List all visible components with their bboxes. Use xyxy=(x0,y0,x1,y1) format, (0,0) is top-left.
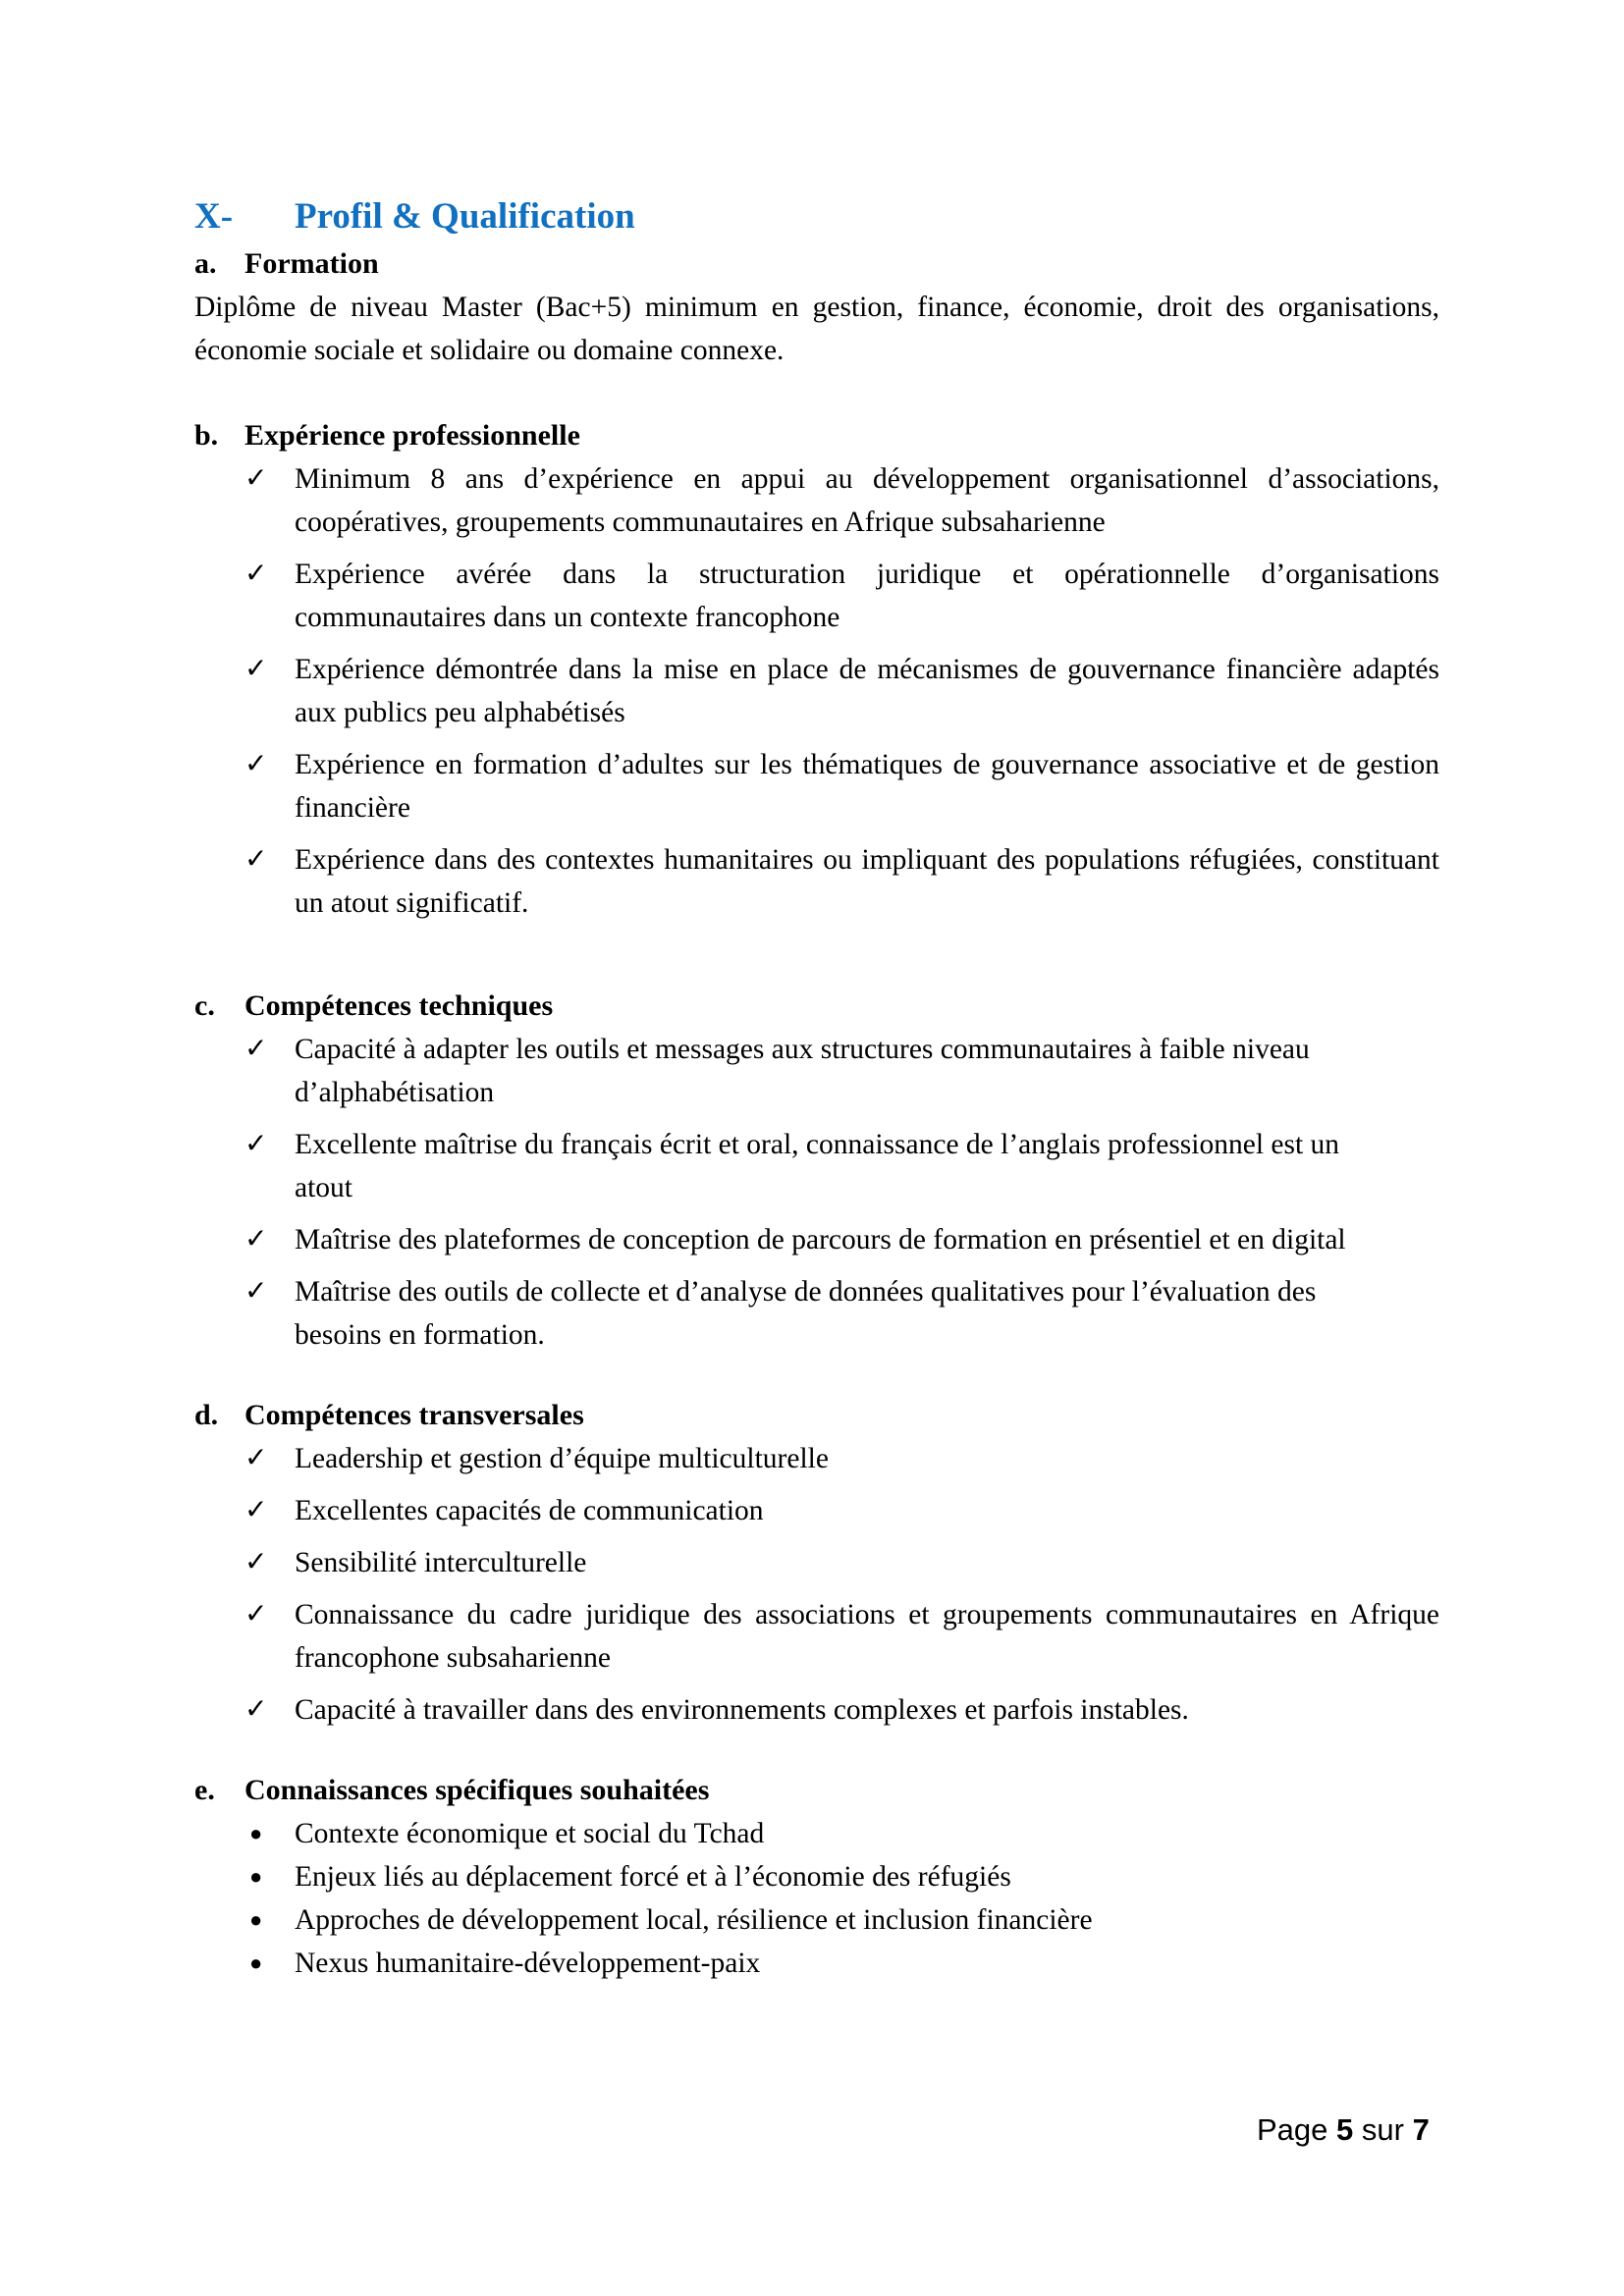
list-item xyxy=(194,1270,1402,1357)
list-item xyxy=(194,1898,1439,1942)
knowledge-list xyxy=(194,1812,1439,1985)
list-item xyxy=(194,1489,1439,1532)
page-separator: sur xyxy=(1361,2112,1404,2147)
section-title-text: Profil & Qualification xyxy=(295,196,635,237)
list-item-text: Enjeux liés au déplacement forcé et à l’économie des réfugiés xyxy=(295,1861,1011,1893)
subheading-text: Formation xyxy=(244,247,379,280)
bullet-icon: ● xyxy=(249,1821,263,1845)
subheading-text: Compétences techniques xyxy=(244,989,554,1022)
list-item-text: Maîtrise des outils de collecte et d’analyse de données qualitatives pour l’évaluation des besoins en formation. xyxy=(295,1276,1317,1351)
bullet-icon: ● xyxy=(249,1907,263,1932)
subheading-formation xyxy=(194,242,1439,286)
checkmark-icon: ✓ xyxy=(244,1276,268,1307)
list-item-text: Expérience avérée dans la structuration juridique et opérationnelle d’organisations communautaires dans un contexte francophone xyxy=(295,559,1439,633)
list-item-text: Approches de développement local, résilience et inclusion financière xyxy=(295,1904,1093,1936)
list-item xyxy=(194,1855,1439,1898)
checkmark-icon: ✓ xyxy=(244,844,268,875)
formation-paragraph: Diplôme de niveau Master (Bac+5) minimum en gestion, finance, économie, droit des organisations, économie sociale et solidaire ou domaine connexe. xyxy=(194,292,1439,366)
subheading-experience xyxy=(194,414,1439,457)
subheading-letter: c. xyxy=(194,989,215,1022)
list-item xyxy=(194,1688,1439,1732)
list-item xyxy=(194,457,1439,544)
list-item-text: Maîtrise des plateformes de conception de parcours de formation en présentiel et en digital xyxy=(295,1224,1346,1255)
checkmark-icon: ✓ xyxy=(244,463,268,494)
current-page: 5 xyxy=(1336,2112,1354,2147)
section-number: X- xyxy=(194,196,234,237)
list-item xyxy=(194,1218,1402,1261)
subheading-text: Expérience professionnelle xyxy=(244,419,580,452)
list-item-text: Expérience démontrée dans la mise en place de mécanismes de gouvernance financière adaptés aux publics peu alphabétisés xyxy=(295,654,1439,728)
page-label: Page xyxy=(1257,2112,1328,2147)
list-item-text: Leadership et gestion d’équipe multiculturelle xyxy=(295,1443,829,1474)
list-item xyxy=(194,1942,1439,1985)
list-item xyxy=(194,838,1439,925)
section-title xyxy=(194,191,1439,242)
document-page xyxy=(194,191,1439,1985)
list-item-text: Excellentes capacités de communication xyxy=(295,1495,764,1526)
bullet-icon: ● xyxy=(249,1864,263,1889)
checkmark-icon: ✓ xyxy=(244,749,268,779)
total-pages: 7 xyxy=(1412,2112,1430,2147)
checkmark-icon: ✓ xyxy=(244,1129,268,1159)
checkmark-icon: ✓ xyxy=(244,1495,268,1525)
list-item-text: Capacité à travailler dans des environnements complexes et parfois instables. xyxy=(295,1694,1189,1726)
list-item xyxy=(194,1123,1402,1209)
list-item-text: Expérience dans des contextes humanitaires ou impliquant des populations réfugiées, constituant un atout significatif. xyxy=(295,844,1439,919)
subheading-transversal xyxy=(194,1394,1439,1437)
transversal-list xyxy=(194,1437,1439,1732)
subheading-technical xyxy=(194,985,1439,1028)
list-item xyxy=(194,1593,1439,1680)
list-item xyxy=(194,553,1439,639)
subheading-text: Compétences transversales xyxy=(244,1399,584,1431)
technical-list xyxy=(194,1028,1402,1357)
subheading-letter: d. xyxy=(194,1399,219,1431)
checkmark-icon: ✓ xyxy=(244,1443,268,1473)
list-item xyxy=(194,1541,1439,1584)
list-item-text: Connaissance du cadre juridique des associations et groupements communautaires en Afrique francophone subsaharienne xyxy=(295,1599,1439,1674)
list-item xyxy=(194,1812,1439,1855)
list-item xyxy=(194,743,1439,829)
list-item-text: Minimum 8 ans d’expérience en appui au développement organisationnel d’associations, coopératives, groupements communautaires en Afrique subsaharienne xyxy=(295,463,1439,538)
list-item xyxy=(194,1028,1402,1114)
checkmark-icon: ✓ xyxy=(244,654,268,684)
list-item-text: Nexus humanitaire-développement-paix xyxy=(295,1948,761,1979)
page-number-footer xyxy=(1257,2112,1430,2148)
subheading-letter: b. xyxy=(194,419,219,452)
experience-list xyxy=(194,457,1439,925)
checkmark-icon: ✓ xyxy=(244,1224,268,1255)
list-item xyxy=(194,648,1439,734)
subheading-knowledge xyxy=(194,1769,1439,1812)
checkmark-icon: ✓ xyxy=(244,1599,268,1629)
checkmark-icon: ✓ xyxy=(244,1034,268,1064)
list-item-text: Contexte économique et social du Tchad xyxy=(295,1818,765,1849)
checkmark-icon: ✓ xyxy=(244,559,268,589)
bullet-icon: ● xyxy=(249,1950,263,1975)
list-item xyxy=(194,1437,1439,1480)
list-item-text: Capacité à adapter les outils et messages aux structures communautaires à faible niveau d’alphabétisation xyxy=(295,1034,1310,1108)
subheading-letter: e. xyxy=(194,1774,215,1806)
subheading-letter: a. xyxy=(194,247,217,280)
list-item-text: Expérience en formation d’adultes sur les thématiques de gouvernance associative et de gestion financière xyxy=(295,749,1439,824)
list-item-text: Excellente maîtrise du français écrit et oral, connaissance de l’anglais professionnel est un atout xyxy=(295,1129,1340,1203)
checkmark-icon: ✓ xyxy=(244,1694,268,1725)
checkmark-icon: ✓ xyxy=(244,1547,268,1577)
list-item-text: Sensibilité interculturelle xyxy=(295,1547,587,1578)
subheading-text: Connaissances spécifiques souhaitées xyxy=(244,1774,710,1806)
